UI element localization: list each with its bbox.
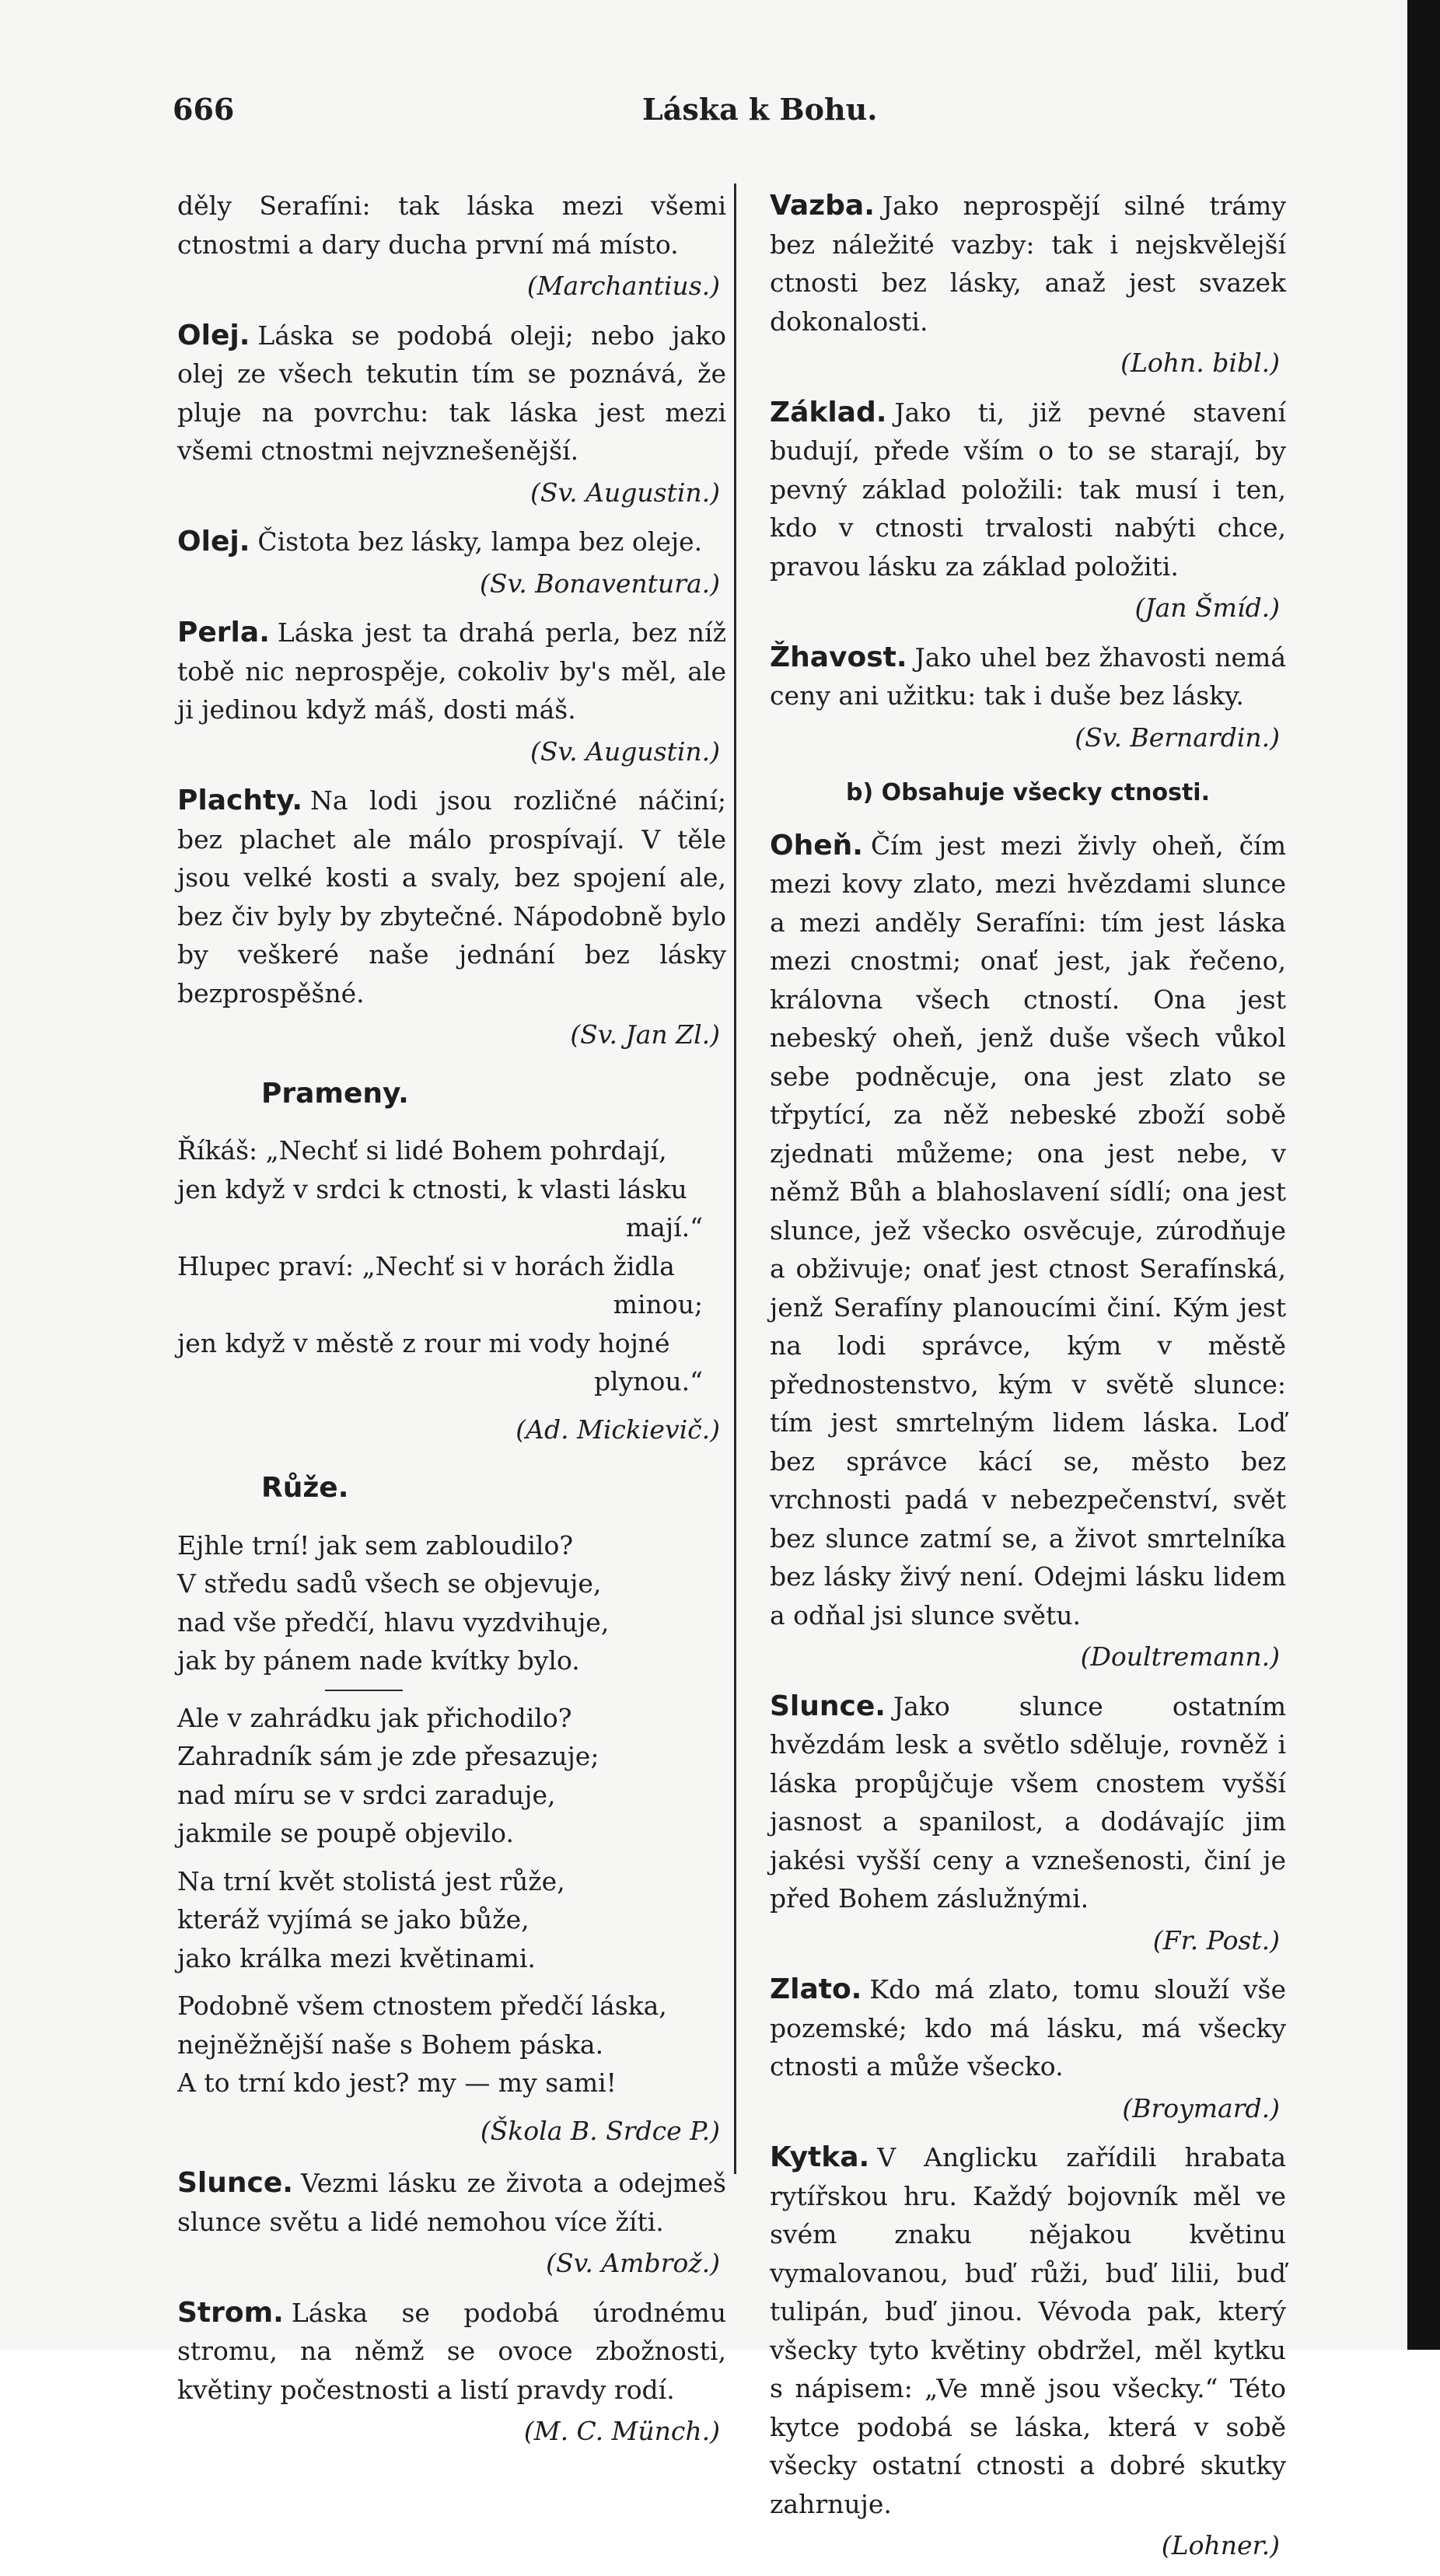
citation: (M. C. Münch.) [523, 2416, 720, 2446]
citation: (Sv. Bonaventura.) [480, 568, 720, 599]
poem-line: Hlupec praví: „Nechť si v horách židla [177, 1250, 675, 1281]
entry-plachty: Plachty. Na lodi jsou rozličné náčiní; bez plachet ale málo prospívají. V těle jsou velké kosti a svaly, bez spojení ale, bez čiv byly by zbytečné. Nápodobně bylo by veškeré naše jednání bez lásky bezprospěšné. [177, 785, 726, 1008]
entry-term: Olej. [177, 526, 250, 557]
poem-line: plynou.“ [593, 1366, 703, 1396]
entry-zlato: Zlato. Kdo má zlato, tomu slouží vše pozemské; kdo má lásku, má všecky ctnosti a může všecko. [770, 1973, 1286, 2081]
right-column [770, 187, 1286, 2576]
poem-line: nejněžnější naše s Bohem páska. [177, 2029, 604, 2060]
poem-stanza [177, 1699, 726, 1853]
poem-line: Podobně všem ctnostem předčí láska, [177, 1991, 667, 2021]
poem-line: jakmile se poupě objevilo. [177, 1818, 514, 1848]
entry-term: Žhavost. [770, 641, 907, 673]
poem-line: nad vše předčí, hlavu vyzdvihuje, [177, 1606, 610, 1638]
entry-olej-2: Olej. Čistota bez lásky, lampa bez oleje. [177, 526, 703, 557]
poem-line: jen když v srdci k ctnosti, k vlasti lásku [177, 1173, 687, 1204]
poem-line: A to trní kdo jest? my — my sami! [177, 2067, 617, 2098]
poem-line: Na trní květ stolistá jest růže, [177, 1865, 565, 1896]
poem-line: Ale v zahrádku jak přichodilo? [177, 1702, 572, 1733]
poem-line: jen když v městě z rour mi vody hojné [177, 1327, 670, 1358]
running-title: Láska k Bohu. [642, 92, 878, 127]
poem-line: minou; [613, 1289, 703, 1319]
citation: (Fr. Post.) [1152, 1924, 1280, 1956]
entry-zhavost: Žhavost. Jako uhel bez žhavosti nemá ceny ani užitku: tak i duše bez lásky. [770, 641, 1286, 711]
subsection-heading: b) Obsahuje všecky ctnosti. [846, 779, 1210, 806]
poem-line: nad míru se v srdci zaraduje, [177, 1779, 556, 1810]
page-number: 666 [173, 92, 235, 127]
entry-term: Vazba. [770, 190, 875, 222]
entry-slunce: Slunce. Jako slunce ostatním hvězdám lesk a světlo sděluje, rovněž i láska propůjčuje všem cnostem vyšší jasnost a spanilost, a dodávajíc jim jakési vyšší ceny a vznešenosti, činí je před Bohem záslužnými. [770, 1690, 1286, 1914]
citation: (Ad. Mickievič.) [516, 1414, 720, 1445]
entry-term: Slunce. [770, 1690, 886, 1722]
entry-term: Zlato. [770, 1973, 862, 2005]
poem-stanza [177, 1526, 726, 1680]
citation: (Jan Šmíd.) [1134, 592, 1280, 623]
citation: (Sv. Bernardin.) [1075, 722, 1280, 753]
poem-prameny [177, 1131, 726, 1401]
entry-term: Kytka. [770, 2141, 870, 2173]
book-spine-shadow [1407, 0, 1440, 2350]
citation: (Lohn. bibl.) [1120, 348, 1280, 378]
column-divider [734, 184, 736, 2174]
citation: (Broymard.) [1122, 2092, 1280, 2123]
left-column [177, 187, 726, 2462]
entry-term: Základ. [770, 396, 887, 428]
entry-vazba: Vazba. Jako neprospějí silné trámy bez náležité vazby: tak i nejskvělejší ctnosti bez lásky, anaž jest svazek dokonalosti. [770, 190, 1286, 337]
citation: (Doultremann.) [1080, 1641, 1280, 1672]
citation: (Sv. Ambrož.) [546, 2248, 720, 2278]
poem-line: Ejhle trní! jak sem zabloudilo? [177, 1529, 574, 1561]
poem-line: V středu sadů všech se objevuje, [177, 1568, 602, 1599]
entry-strom: Strom. Láska se podobá úrodnému stromu, na němž se ovoce zbožnosti, květiny počestnosti a listí pravdy rodí. [177, 2296, 726, 2405]
citation: (Lohner.) [1161, 2530, 1280, 2560]
poem-line: Říkáš: „Nechť si lidé Bohem pohrdají, [177, 1135, 667, 1166]
citation: (Sv. Jan Zl.) [570, 1019, 720, 1050]
entry-term: Slunce. [177, 2167, 293, 2199]
entry-kytka: Kytka. V Anglicku zařídili hrabata rytířskou hru. Každý bojovník měl ve svém znaku nějakou květinu vymalovanou, buď růži, buď lilii, buď tulipán, buď jinou. Vévoda pak, který všecky tyto květiny obdržel, měl kytku s nápisem: „Ve mně jsou všecky.“ Této kytce podobá se láska, která v sobě všecky ostatní ctnosti a dobré skutky zahrnuje. [770, 2141, 1286, 2519]
entry-perla: Perla. Láska jest ta drahá perla, bez níž tobě nic neprospěje, cokoliv by's měl, ale ji jedinou když máš, dosti máš. [177, 617, 726, 725]
entry-term: Oheň. [770, 829, 863, 862]
poem-line: kteráž vyjímá se jako bůže, [177, 1904, 530, 1935]
entry-slunce: Slunce. Vezmi lásku ze života a odejmeš slunce světu a lidé nemohou více žíti. [177, 2167, 726, 2237]
page-header [173, 92, 1277, 138]
entry-zaklad: Základ. Jako ti, již pevné stavení budují, přede vším o to se starají, by pevný základ položili: tak musí i ten, kdo v ctnosti trvalosti nabýti chce, pravou lásku za základ položiti. [770, 396, 1286, 582]
citation: (Sv. Augustin.) [530, 477, 720, 508]
poem-stanza [177, 1862, 726, 1978]
entry-term: Strom. [177, 2296, 284, 2329]
entry-term: Plachty. [177, 785, 303, 816]
section-heading-ruze: Růže. [261, 1472, 349, 1504]
citation: (Sv. Augustin.) [530, 736, 720, 767]
section-heading-prameny: Prameny. [261, 1077, 409, 1110]
citation: (Marchantius.) [526, 271, 720, 301]
citation: (Škola B. Srdce P.) [480, 2115, 720, 2146]
entry-term: Olej. [177, 319, 250, 351]
poem-line: Zahradník sám je zde přesazuje; [177, 1741, 599, 1771]
entry-term: Perla. [177, 617, 270, 648]
stanza-rule [325, 1690, 403, 1691]
poem-line: mají.“ [625, 1212, 703, 1243]
poem-stanza [177, 1987, 726, 2102]
entry-ohen: Oheň. Čím jest mezi živly oheň, čím mezi kovy zlato, mezi hvězdami slunce a mezi anděly Serafíni: tím jest láska mezi cnostmi; onať jest, jak řečeno, královna všech ctností. Ona jest nebeský oheň, jenž duše všech vůkol sebe podněcuje, ona jest zlato se třpytící, za něž nebeské zboží sobě zjednati můžeme; ona jest nebe, v němž Bůh a blahoslavení sídlí; ona jest slunce, jež všecko osvěcuje, zúrodňuje a obživuje; onať jest ctnost Serafínská, jenž Serafíny planoucími činí. Kým jest na lodi správce, kým v městě přednostenstvo, kým v světě slunce: tím jest smrtelným lidem láska. Loď bez správce kácí se, město bez vrchnosti padá v nebezpečenství, svět bez slunce zatmí se, a život smrtelníka bez lásky živý není. Odejmi lásku lidem a odňal jsi slunce světu. [770, 829, 1286, 1631]
poem-line: jako králka mezi květinami. [177, 1942, 536, 1973]
entry-olej: Olej. Láska se podobá oleji; nebo jako olej ze všech tekutin tím se poznává, že pluje na povrchu: tak láska jest mezi všemi ctnostmi nejvznešenější. [177, 319, 726, 466]
poem-line: jak by pánem nade kvítky bylo. [177, 1645, 580, 1676]
paragraph: děly Serafíni: tak láska mezi všemi ctnostmi a dary ducha první má místo. [177, 190, 726, 260]
